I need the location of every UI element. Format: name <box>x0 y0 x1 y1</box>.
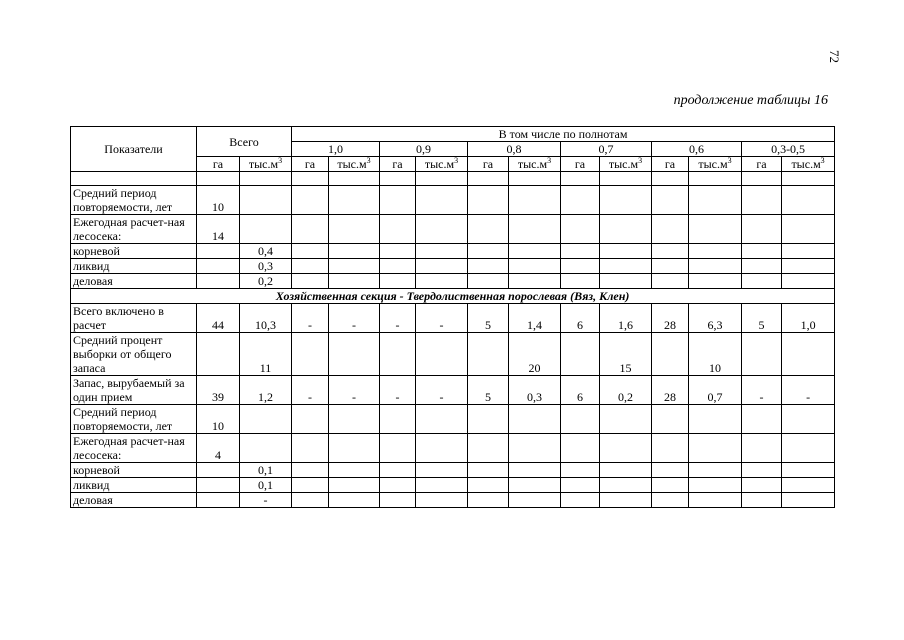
table-cell <box>292 186 329 215</box>
table-row <box>71 493 835 508</box>
table-cell: 15 <box>600 333 652 376</box>
table-cell <box>292 493 329 508</box>
table-cell <box>292 274 329 289</box>
table-cell <box>509 186 561 215</box>
table-cell <box>509 405 561 434</box>
table-cell <box>652 244 689 259</box>
table-cell <box>292 244 329 259</box>
table-cell: 5 <box>468 304 509 333</box>
table-cell: 1,2 <box>240 376 292 405</box>
table-cell <box>240 405 292 434</box>
table-cell <box>468 434 509 463</box>
table-cell <box>652 434 689 463</box>
table-cell <box>380 405 416 434</box>
table-cell <box>689 478 742 493</box>
table-cell <box>240 434 292 463</box>
row-label: Всего включено в расчет <box>71 304 197 333</box>
table-cell <box>468 493 509 508</box>
table-row <box>71 244 835 259</box>
table-row <box>71 172 835 186</box>
table-cell <box>782 478 835 493</box>
header-density: 0,3-0,5 <box>742 142 835 157</box>
table-cell: - <box>416 304 468 333</box>
table-cell <box>380 493 416 508</box>
row-label: деловая <box>71 493 197 508</box>
table-cell <box>416 333 468 376</box>
table-cell <box>197 244 240 259</box>
table-cell <box>509 274 561 289</box>
table-cell <box>509 172 561 186</box>
section-row <box>71 289 835 304</box>
table-cell <box>600 244 652 259</box>
table-cell <box>380 215 416 244</box>
table-cell <box>416 478 468 493</box>
header-unit-volume: $тыс.м^3$ <box>329 157 380 172</box>
table-cell <box>689 172 742 186</box>
table-cell <box>561 478 600 493</box>
table-cell <box>652 333 689 376</box>
table-cell <box>561 215 600 244</box>
table-cell: - <box>329 304 380 333</box>
table-cell: - <box>292 376 329 405</box>
table-cell: 39 <box>197 376 240 405</box>
table-cell <box>782 215 835 244</box>
table-cell <box>561 463 600 478</box>
table-cell <box>380 186 416 215</box>
table-cell <box>509 244 561 259</box>
table-row <box>71 434 835 463</box>
table-cell: - <box>380 376 416 405</box>
table-cell <box>561 274 600 289</box>
row-label: Ежегодная расчет-ная лесосека: <box>71 434 197 463</box>
table-cell <box>652 172 689 186</box>
table-cell <box>380 463 416 478</box>
table-cell <box>782 274 835 289</box>
table-cell <box>782 186 835 215</box>
table-cell <box>689 274 742 289</box>
header-unit-ha: га <box>561 157 600 172</box>
table-cell: 0,1 <box>240 463 292 478</box>
table-cell <box>380 333 416 376</box>
table-cell: 10 <box>197 186 240 215</box>
table-cell <box>416 493 468 508</box>
table-cell <box>742 186 782 215</box>
table-row <box>71 215 835 244</box>
table-cell <box>380 244 416 259</box>
table-cell <box>416 186 468 215</box>
table-cell <box>240 215 292 244</box>
table-cell <box>509 463 561 478</box>
table-cell: 28 <box>652 376 689 405</box>
table-cell <box>329 405 380 434</box>
table-cell <box>329 215 380 244</box>
header-density: 0,9 <box>380 142 468 157</box>
table-cell <box>652 186 689 215</box>
table-cell: - <box>782 376 835 405</box>
table-cell <box>561 405 600 434</box>
table-cell <box>329 463 380 478</box>
header-unit-volume: $тыс.м^3$ <box>600 157 652 172</box>
section-title: Хозяйственная секция - Твердолиственная порослевая (Вяз, Клен) <box>71 289 835 304</box>
table-cell: 0,2 <box>240 274 292 289</box>
row-label: Ежегодная расчет-ная лесосека: <box>71 215 197 244</box>
table-cell: 0,3 <box>509 376 561 405</box>
table-cell <box>468 244 509 259</box>
table-caption: продолжение таблицы 16 <box>673 93 828 108</box>
header-unit-volume: $тыс.м^3$ <box>416 157 468 172</box>
table-cell: 4 <box>197 434 240 463</box>
table-cell <box>509 259 561 274</box>
table-cell <box>742 434 782 463</box>
table-cell <box>329 333 380 376</box>
header-unit-volume: $тыс.м^3$ <box>240 157 292 172</box>
table-cell: 1,4 <box>509 304 561 333</box>
table-cell <box>468 274 509 289</box>
table-cell: 11 <box>240 333 292 376</box>
table-cell <box>197 493 240 508</box>
row-label: корневой <box>71 463 197 478</box>
table-cell: 10 <box>689 333 742 376</box>
header-unit-volume: $тыс.м^3$ <box>782 157 835 172</box>
table-cell <box>292 405 329 434</box>
table-cell <box>292 333 329 376</box>
table-cell <box>197 172 240 186</box>
table-cell <box>468 215 509 244</box>
table-cell <box>782 244 835 259</box>
table-cell <box>329 478 380 493</box>
table-cell <box>468 478 509 493</box>
table-cell <box>689 434 742 463</box>
table-cell <box>240 172 292 186</box>
header-indicators: Показатели <box>71 127 197 172</box>
table-row <box>71 405 835 434</box>
row-label: ликвид <box>71 478 197 493</box>
header-unit-volume: $тыс.м^3$ <box>509 157 561 172</box>
header-unit-ha: га <box>742 157 782 172</box>
table-cell <box>782 463 835 478</box>
table-cell <box>329 434 380 463</box>
table-cell <box>380 434 416 463</box>
header-total: Всего <box>197 127 292 157</box>
table-cell <box>197 478 240 493</box>
table-cell <box>509 493 561 508</box>
table-cell <box>742 333 782 376</box>
table-cell <box>292 478 329 493</box>
table-cell: 0,4 <box>240 244 292 259</box>
table-cell <box>416 215 468 244</box>
table-cell <box>742 478 782 493</box>
header-unit-ha: га <box>468 157 509 172</box>
table-row <box>71 478 835 493</box>
table-cell: 44 <box>197 304 240 333</box>
table-cell <box>689 244 742 259</box>
table-cell <box>782 333 835 376</box>
table-cell <box>742 172 782 186</box>
table-cell <box>416 259 468 274</box>
header-density: 1,0 <box>292 142 380 157</box>
table-cell <box>197 333 240 376</box>
table-cell <box>292 463 329 478</box>
row-label: Средний процент выборки от общего запаса <box>71 333 197 376</box>
table-cell <box>416 434 468 463</box>
table-cell <box>329 186 380 215</box>
table-cell <box>561 259 600 274</box>
table-cell <box>468 186 509 215</box>
table-cell: 10,3 <box>240 304 292 333</box>
table-cell <box>742 244 782 259</box>
header-unit-ha: га <box>292 157 329 172</box>
table-cell: 1,6 <box>600 304 652 333</box>
table-cell: 6 <box>561 304 600 333</box>
table-cell <box>742 463 782 478</box>
table-cell <box>509 478 561 493</box>
table-cell <box>782 172 835 186</box>
table-cell <box>416 172 468 186</box>
table-cell <box>292 172 329 186</box>
table-cell <box>468 405 509 434</box>
table-cell <box>561 434 600 463</box>
table-cell <box>509 434 561 463</box>
table-row <box>71 259 835 274</box>
table-cell <box>600 478 652 493</box>
table-cell <box>416 405 468 434</box>
table-cell <box>561 244 600 259</box>
table-cell <box>600 434 652 463</box>
table-cell <box>742 405 782 434</box>
table-cell <box>380 172 416 186</box>
table-cell <box>468 172 509 186</box>
table-cell <box>71 172 197 186</box>
table-cell <box>652 259 689 274</box>
table-cell <box>240 186 292 215</box>
table-cell <box>197 259 240 274</box>
table-cell: 0,3 <box>240 259 292 274</box>
table-cell <box>600 186 652 215</box>
table-cell <box>689 405 742 434</box>
table-cell <box>416 274 468 289</box>
table-cell <box>782 259 835 274</box>
table-cell: - <box>416 376 468 405</box>
table-cell <box>782 405 835 434</box>
table-cell: - <box>329 376 380 405</box>
table-cell: 6 <box>561 376 600 405</box>
table-cell: - <box>742 376 782 405</box>
table-cell: - <box>292 304 329 333</box>
table-cell <box>329 274 380 289</box>
table-cell <box>742 259 782 274</box>
table-cell <box>689 493 742 508</box>
table-cell <box>742 215 782 244</box>
table-cell <box>689 186 742 215</box>
table-row <box>71 376 835 405</box>
table-cell <box>329 259 380 274</box>
table-cell <box>561 172 600 186</box>
page-number: 72 <box>827 50 842 63</box>
header-by-density: В том числе по полнотам <box>292 127 835 142</box>
row-label: Средний период повторяемости, лет <box>71 186 197 215</box>
header-unit-ha: га <box>380 157 416 172</box>
table-cell <box>468 463 509 478</box>
table-cell <box>329 172 380 186</box>
table-cell <box>380 259 416 274</box>
row-label: корневой <box>71 244 197 259</box>
table-cell <box>380 274 416 289</box>
table-cell: 10 <box>197 405 240 434</box>
header-density: 0,8 <box>468 142 561 157</box>
table-cell <box>509 215 561 244</box>
table-row <box>71 304 835 333</box>
table-cell <box>652 405 689 434</box>
table-cell <box>600 215 652 244</box>
header-density: 0,7 <box>561 142 652 157</box>
table-cell <box>782 493 835 508</box>
table-row <box>71 463 835 478</box>
table-cell <box>329 244 380 259</box>
table-cell <box>561 186 600 215</box>
table-cell <box>561 333 600 376</box>
table-cell <box>292 215 329 244</box>
table-cell: 0,2 <box>600 376 652 405</box>
table-cell <box>742 493 782 508</box>
header-unit-volume: $тыс.м^3$ <box>689 157 742 172</box>
table-cell <box>689 259 742 274</box>
header-unit-ha: га <box>652 157 689 172</box>
table-cell <box>652 463 689 478</box>
table-cell <box>600 493 652 508</box>
table-cell: 0,1 <box>240 478 292 493</box>
table-cell <box>197 274 240 289</box>
table-cell: 14 <box>197 215 240 244</box>
table-cell <box>782 434 835 463</box>
table-cell <box>416 244 468 259</box>
table-cell: 20 <box>509 333 561 376</box>
table-cell <box>561 493 600 508</box>
table-cell: 0,7 <box>689 376 742 405</box>
table-cell <box>652 493 689 508</box>
header-density: 0,6 <box>652 142 742 157</box>
row-label: деловая <box>71 274 197 289</box>
table-cell <box>600 172 652 186</box>
table-cell <box>468 333 509 376</box>
table-cell <box>292 259 329 274</box>
table-body <box>71 172 835 508</box>
row-label: Средний период повторяемости, лет <box>71 405 197 434</box>
table-cell <box>600 405 652 434</box>
table-cell <box>416 463 468 478</box>
table-cell <box>652 215 689 244</box>
header-unit-ha: га <box>197 157 240 172</box>
table-cell: 1,0 <box>782 304 835 333</box>
table-cell <box>742 274 782 289</box>
table-cell: 5 <box>468 376 509 405</box>
table-cell: 5 <box>742 304 782 333</box>
table-cell <box>380 478 416 493</box>
table-cell <box>600 259 652 274</box>
table-cell <box>600 274 652 289</box>
table-cell: 6,3 <box>689 304 742 333</box>
table-cell <box>652 274 689 289</box>
table-cell <box>329 493 380 508</box>
table-cell <box>197 463 240 478</box>
allowable-cut-table <box>70 126 835 508</box>
table-cell <box>600 463 652 478</box>
table-cell <box>468 259 509 274</box>
table-cell <box>652 478 689 493</box>
table-cell <box>689 215 742 244</box>
row-label: ликвид <box>71 259 197 274</box>
table-cell <box>689 463 742 478</box>
table-cell: - <box>380 304 416 333</box>
table-row <box>71 274 835 289</box>
table-cell <box>292 434 329 463</box>
table-cell: 28 <box>652 304 689 333</box>
table-row <box>71 186 835 215</box>
row-label: Запас, вырубаемый за один прием <box>71 376 197 405</box>
table-row <box>71 333 835 376</box>
table-cell: - <box>240 493 292 508</box>
